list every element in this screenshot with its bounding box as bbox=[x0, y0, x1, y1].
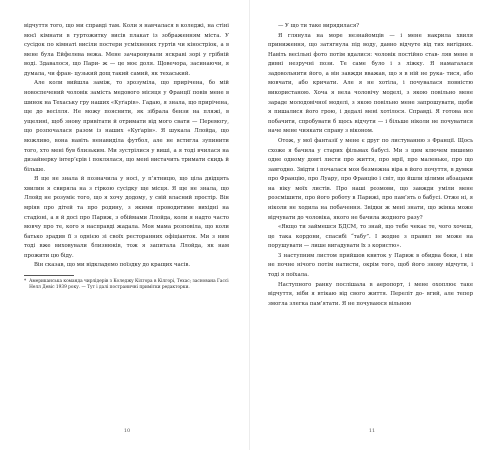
left-paragraph-1: відчуття того, що ми справді там. Коли я навчалася в коледжі, на стіні моєї кімнати в гуртожитку висів плакат із зображенням міста. У сусідок по кімнаті висіли постери усміхнених гуртів чи кіностріок, а в мене була Ейфелева вежа. Мене зачаровували яскраві зорі у грібній воді. Здавалося, що Пари- ж — це моє доля. Щовечора, засинаючи, я думала, чи фран- цузький дощ такий самий, як техаський. bbox=[24, 23, 229, 77]
footnote bbox=[24, 279, 229, 291]
left-paragraph-3: Я ще не знала й позначила у носі, у п’ятницю, що ціла двідцять хвилин я свиряла на з гіркою сусідку ще місця. Я ще не знала, що Ллойд не розуміє того, що я хочу додому, у свій власний простір. Він мріяв про дітей та про родину, з якими проводитиме вихідні на стадіоні, а я й досі про Париж, з обіймами Ллойда, коли я надто часто мовчу про те, кого я насправді жадала. Моя мама розповіла, що коли батько зрадив її з однією зі своїх ресторанних офіціанток. Ми з ним тоді вже виховували близнюків, тож я запитала Ллойда, як нам прожити цю біду. bbox=[24, 176, 229, 259]
right-paragraph-6: Наступного ранку послішала в аеропорт, і мене охоплює таке відчуття, ніби я втікаю від свого життя. Переліт до- вгий, але тепер змогла злегка пам’ятати. Я не почуваюся вільною bbox=[268, 281, 473, 307]
left-paragraph-2: Але коли вийшла заміж, то зрозуміла, що прирічена, бо мій новоспечений чоловік замість медового місяця у Франції повів мене в шинок на Техаську гру наших «Куґарів». Гадаю, я знала, що прирічена, ще до весілля. Не можу пояснити, як зібрала бензи на пляжі, в ущелині, щоб знову привітати й отримати від мого свати — Перемогу, що розпочалася разом із наших «Куґарів». Я шукала Ллойда, що можливо, вона навіть ненавиділа футбол, але не встигла зупинити того, хто мені був близьким. Ми зустрілися у виші, а я тоді вчилася на дизайнерку інтер’єрів і поклялася, що мені вистачить тримати скидь й більше. bbox=[24, 80, 229, 173]
right-paragraph-3: Отож, у мої фантазії у мене є друг по листуванню з Франції. Щось схоже я бачила у старих фільмах бабусі. Ми з цим ключем пишемо одне одному довгі листи про життя, про мрії, про маленьке, про що завгодно. Звідти і почалася моя безмежна віра в його почуття, в думки про Францію, про Луару, про Францію і світ, що йшли цілими абзацами на віку моїх листів. Про наші розмови, що завжди уміли мене розсмішити, про його роботу в Парижі, про пам’ять о бабусі. Отже ні, я ніколи не ходила на побачення. Звідки ж мені знати, що жінка може відчувати до чоловіка, якого не бачила жодного разу? bbox=[268, 137, 473, 221]
right-paragraph-1: — У що ти таке вирядилася? bbox=[278, 23, 360, 29]
footnote-rule bbox=[24, 275, 74, 276]
footnote-text: Американська команда чирлідерів з Коледжу Кілгора в Кілгорі, Техас; заснована Гассі Нелл Девіс 1939 року. — Тут і далі постраничні примітки редакторки. bbox=[29, 279, 229, 291]
footnote-mark: * bbox=[24, 279, 27, 285]
left-page bbox=[24, 22, 229, 291]
right-paragraph-4: «Якщо ти займешся БДСМ, то знай, що тебе чекає те, чого хочеш, це така кордони, спасибі “табу”. І жодне з правил не може на порушувати — лише вигадувати їх з користю». bbox=[268, 224, 473, 250]
right-paragraph-2: Я глянула на море незнайомців — і мене накрила хвиля приниження, що затягнула під воду, давно відчуте від тих вигідних. Навіть весільні фото потім вдалися: чоловік постійно став- ляв мене в дивні незручні пози. Те саме було і з ліжку. Я намагалася задовольнити його, а він завжди вважав, що я в ній не рука- тися, або мовчати, або кричати. Але я не хотіла, і почувалася повністю використаною. Хоча я вела чоловічу моделі, з якою повільно мене зараде молодовічної моделі, з якою повільно мене запрошувати, щоби я пишалися його грою, і дедалі мені хотілося. Справді. Я готова все побачити, спробувати б щось відчути — і більше ніколи не почуватися наче мене чиякати справу з віконом. bbox=[268, 32, 473, 135]
right-page bbox=[268, 22, 473, 309]
gutter-divider bbox=[249, 0, 250, 450]
right-paragraph-5: З наступним листом прийшов квиток у Париж в обидва боки, і він не почне нічого потім натисти, окрім того, щоб його знову відчути, і тоді я поїхала. bbox=[268, 252, 473, 279]
page-number-left: 10 bbox=[123, 428, 131, 434]
page-number-right: 11 bbox=[368, 428, 376, 434]
left-paragraph-4: Він сказав, що ми відкладемо поїздку до кращих часів. bbox=[34, 262, 191, 269]
